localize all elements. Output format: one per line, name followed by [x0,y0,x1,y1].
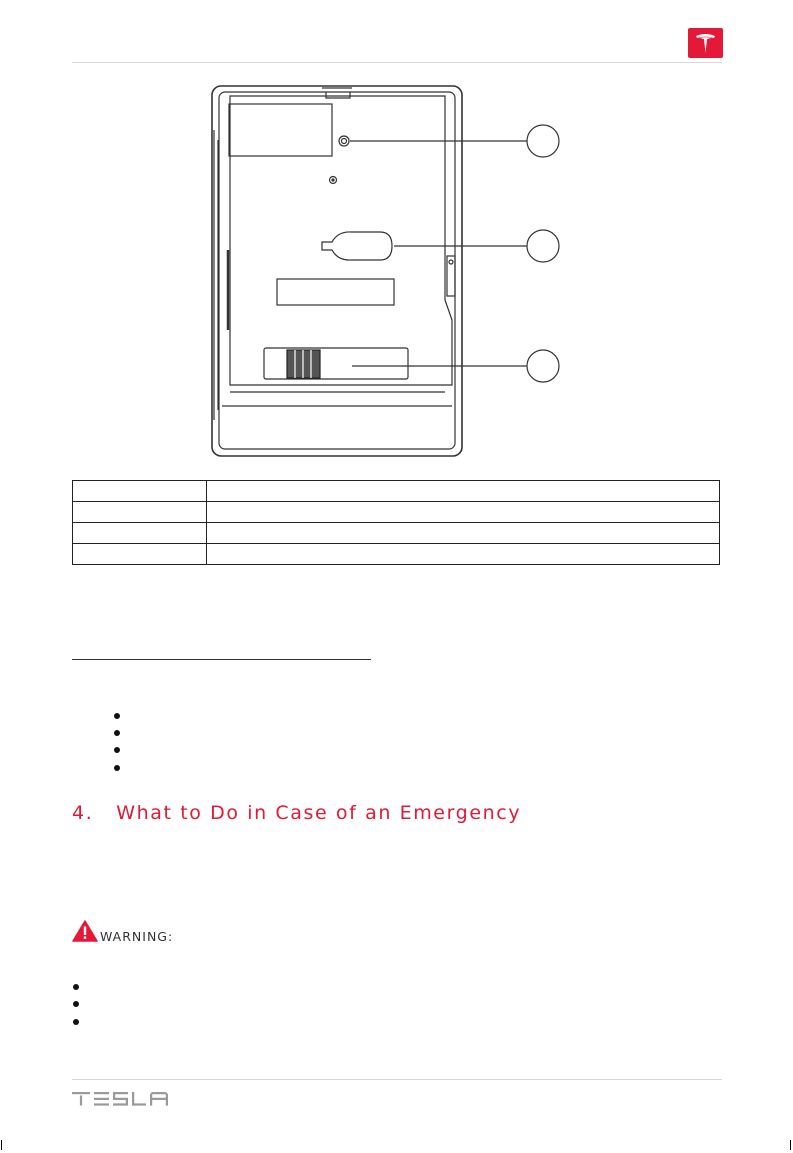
table-cell [207,481,720,502]
wall-connector-diagram [200,82,570,462]
section-underline [72,659,371,660]
tesla-logo-icon [688,28,723,58]
callout-circle [527,230,559,262]
table-cell [73,502,207,523]
list-bullet [114,765,120,771]
list-bullet [114,747,120,753]
list-bullet [73,1001,79,1007]
spec-table [72,480,720,565]
tesla-wordmark-icon [72,1092,168,1106]
list-bullet [73,984,79,990]
table-cell [73,523,207,544]
section-heading [72,802,521,824]
table-row [73,502,720,523]
table-cell [207,544,720,565]
list-bullet [114,713,120,719]
warning-triangle-icon [72,920,98,942]
warning-label: WARNING: [100,929,174,944]
heading-text: What to Do in Case of an Emergency [116,802,522,824]
callout-circle [527,350,559,382]
list-bullet [73,1019,79,1025]
tesla-logo [688,28,723,58]
table-cell [207,523,720,544]
table-row [73,544,720,565]
table-cell [73,544,207,565]
list-bullet [114,730,120,736]
table-row [73,481,720,502]
crop-mark [1,1140,2,1150]
callout-circle [527,125,559,157]
heading-number: 4. [72,802,94,824]
crop-mark [790,1140,791,1150]
table-cell [207,502,720,523]
table-cell [73,481,207,502]
footer-divider [72,1079,722,1080]
header-divider [72,62,722,63]
table-row [73,523,720,544]
